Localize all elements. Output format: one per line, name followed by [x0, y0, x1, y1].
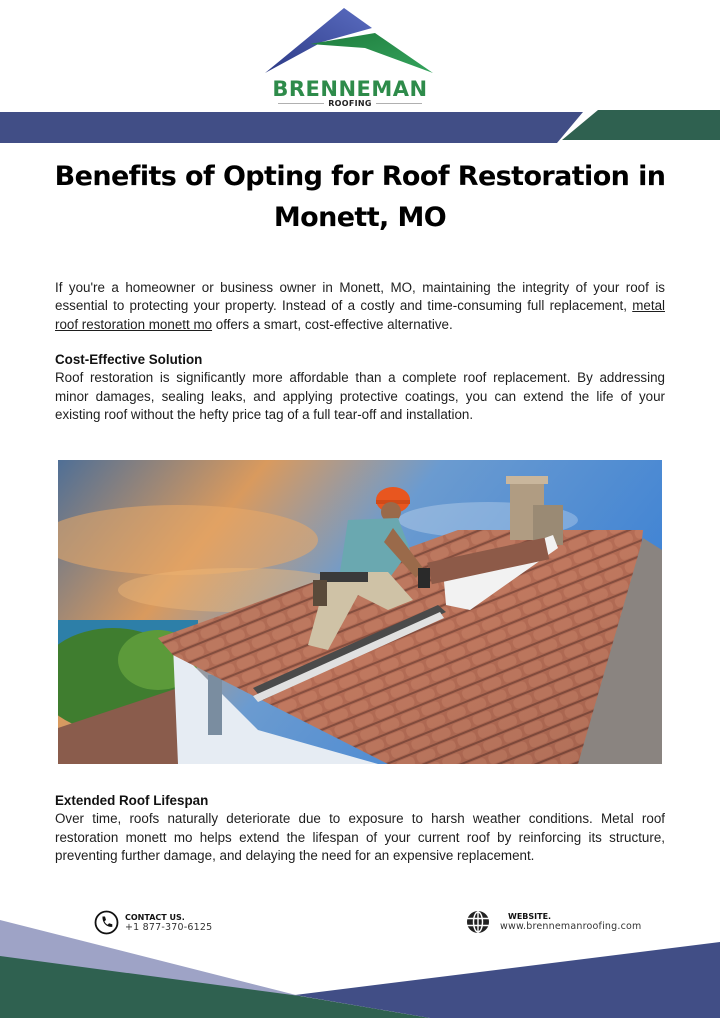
phone-icon: [94, 910, 119, 935]
website-url[interactable]: www.brennemanroofing.com: [500, 921, 642, 932]
brand-tagline: ROOFING: [262, 99, 438, 108]
page-title: Benefits of Opting for Roof Restoration in Monett, MO: [54, 161, 666, 233]
contact-block: [94, 910, 212, 935]
section-cost-effective: [55, 351, 665, 424]
roofer-photo: [58, 460, 662, 764]
contact-phone[interactable]: +1 877-370-6125: [125, 921, 213, 933]
brand-logo: [262, 4, 438, 108]
section-body: Roof restoration is significantly more affordable than a complete roof replacement. By addressing minor damages, sealing leaks, and applying protective coatings, you can extend the life of your existing roof without the hefty price tag of a full tear-off and installation.: [55, 370, 665, 422]
website-block: [466, 910, 641, 934]
globe-icon: [466, 910, 490, 934]
website-label: WEBSITE.: [508, 912, 552, 921]
brand-name: BRENNEMAN: [272, 77, 428, 101]
section-heading: Extended Roof Lifespan: [55, 793, 209, 808]
roof-mark-icon: [262, 4, 438, 79]
section-heading: Cost-Effective Solution: [55, 352, 203, 367]
roof-repair-image: [58, 460, 662, 764]
section-extended-lifespan: [55, 792, 665, 865]
restoration-link[interactable]: metal roof restoration monett mo: [55, 298, 665, 332]
header-accent-bars: [0, 108, 720, 146]
section-body: Over time, roofs naturally deteriorate due to exposure to harsh weather conditions. Metal roof restoration monett mo helps extend the lifespan of your current roof by reinforcing its structure, preventing further damage, and delaying the need for an expensive replacement.: [55, 811, 665, 863]
intro-paragraph: If you're a homeowner or business owner in Monett, MO, maintaining the integrity of your roof is essential to protecting your property. Instead of a costly and time-consuming full replacement, metal roof restoration monett mo offers a smart, cost-effective alternative.: [55, 280, 665, 332]
contact-label: CONTACT US.: [125, 912, 185, 922]
